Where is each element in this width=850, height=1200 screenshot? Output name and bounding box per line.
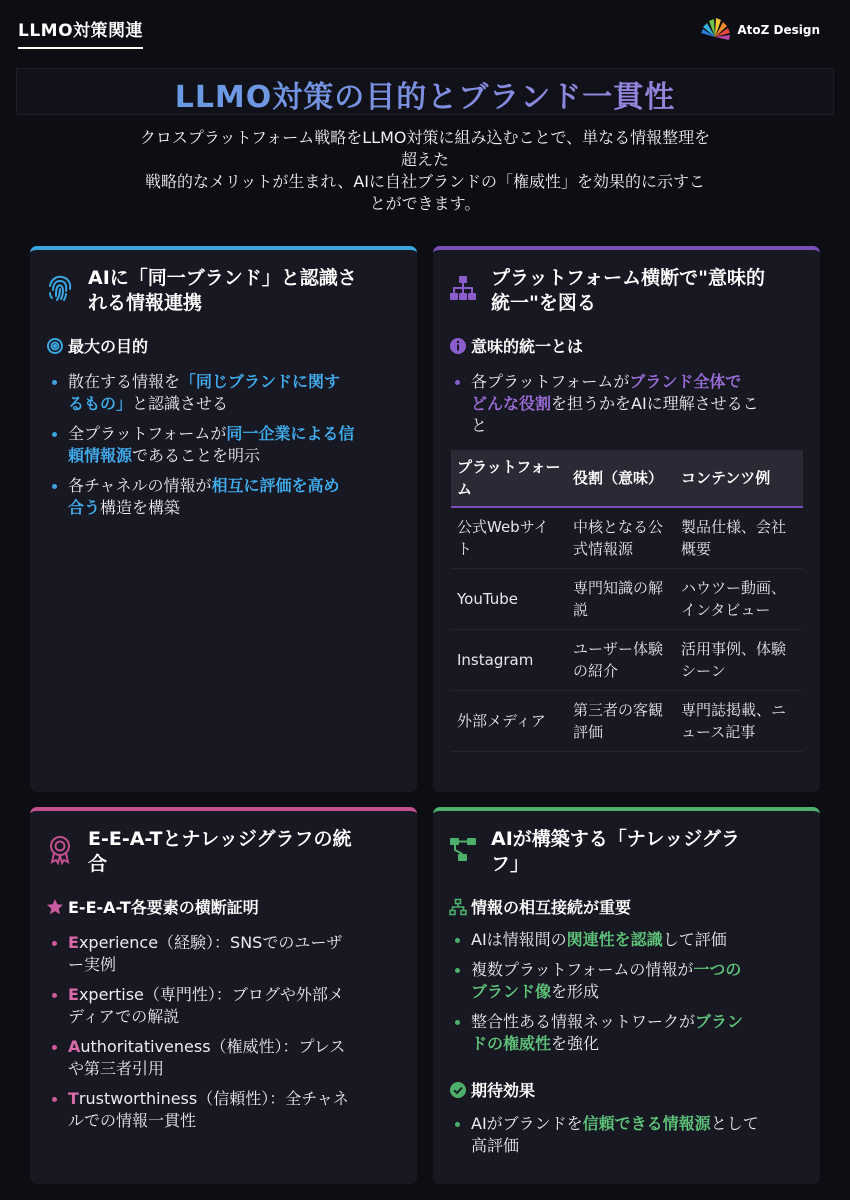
highlight: 合う xyxy=(68,498,101,517)
table-cell: 専門知識の解説 xyxy=(567,569,675,630)
table-cell: 第三者の客観評価 xyxy=(567,691,675,752)
subheading xyxy=(46,895,259,918)
network-icon xyxy=(449,898,467,916)
text: uthoritativeness（権威性）：プレス xyxy=(80,1037,346,1056)
bullet-list xyxy=(453,929,808,1063)
text: xperience（経験）：SNSでのユーザ xyxy=(78,933,343,952)
card-title-line: E-E-A-Tとナレッジグラフの統 xyxy=(88,828,352,850)
text: 構造を構築 xyxy=(100,498,181,517)
card-title-line: プラットフォーム横断で"意味的 xyxy=(491,267,765,289)
text: xpertise（専門性）：ブログや外部メ xyxy=(78,985,344,1004)
card-header xyxy=(44,827,352,877)
intro-line: 超えた xyxy=(400,150,449,169)
card-title xyxy=(491,827,740,877)
card-header xyxy=(44,266,357,316)
section-tag: LLMO対策関連 xyxy=(18,16,143,49)
table-cell: 製品仕様、会社概要 xyxy=(675,507,803,569)
text: や第三者引用 xyxy=(68,1059,165,1078)
card-title-line: れる情報連携 xyxy=(88,292,203,314)
intro-line: クロスプラットフォーム戦略をLLMO対策に組み込むことで、単なる情報整理を xyxy=(139,128,711,147)
card-title-line: 統一"を図る xyxy=(491,292,596,314)
text: 全プラットフォームが xyxy=(68,424,227,443)
table-header: コンテンツ例 xyxy=(675,450,803,507)
subheading-label: 期待効果 xyxy=(471,1081,536,1100)
highlight: 相互に評価を高め xyxy=(211,476,340,495)
text: 各プラットフォームが xyxy=(471,372,630,391)
text: 複数プラットフォームの情報が xyxy=(471,960,694,979)
highlight: 一つの xyxy=(693,960,742,979)
initial-letter: A xyxy=(68,1037,81,1056)
subheading-label: 最大の目的 xyxy=(68,337,149,356)
star-icon xyxy=(46,898,64,916)
text: 散在する情報を xyxy=(68,372,181,391)
card-eeat xyxy=(30,807,417,1184)
table-cell: YouTube xyxy=(451,569,567,630)
card-semantic-unity xyxy=(433,246,820,792)
intro-line: 戦略的なメリットが生まれ、AIに自社ブランドの「権威性」を効果的に示すこ xyxy=(145,172,705,191)
text: AIは情報間の xyxy=(471,930,567,949)
intro-line: とができます。 xyxy=(369,194,481,213)
brand-burst-icon xyxy=(699,17,731,43)
card-brand-recognition xyxy=(30,246,417,792)
text: 整合性ある情報ネットワークが xyxy=(471,1012,696,1031)
text: して評価 xyxy=(662,930,727,949)
card-title-line: AIに「同一ブランド」と認識さ xyxy=(88,267,357,289)
highlight: ブラン xyxy=(695,1012,744,1031)
table-header: 役割（意味） xyxy=(567,450,675,507)
card-title-line: 合 xyxy=(88,853,108,875)
subheading xyxy=(46,334,148,357)
table-cell: 専門誌掲載、ニュース記事 xyxy=(675,691,803,752)
fingerprint-icon xyxy=(44,272,76,304)
org-chart-icon xyxy=(447,272,479,304)
highlight: 信頼できる情報源 xyxy=(582,1114,711,1133)
list-item xyxy=(50,475,405,519)
list-item xyxy=(453,1011,808,1055)
bullet-list xyxy=(453,1113,808,1165)
check-circle-icon xyxy=(449,1081,467,1099)
award-icon xyxy=(44,833,76,865)
bullet-list xyxy=(50,932,405,1140)
card-header xyxy=(447,827,740,877)
list-item xyxy=(50,423,405,467)
list-item xyxy=(50,1036,405,1080)
brand-logo xyxy=(699,17,820,43)
text: ー実例 xyxy=(68,955,117,974)
card-title xyxy=(491,266,765,316)
initial-letter: E xyxy=(68,985,79,1004)
list-item xyxy=(453,371,808,437)
table-row xyxy=(451,507,803,569)
highlight: ブランド像 xyxy=(471,982,552,1001)
info-icon xyxy=(449,337,467,355)
text: 各チャネルの情報が xyxy=(68,476,212,495)
table-row xyxy=(451,569,803,630)
initial-letter: T xyxy=(68,1089,79,1108)
text: として xyxy=(710,1114,759,1133)
subheading-label: E-E-A-T各要素の横断証明 xyxy=(68,898,259,917)
text: と認識させる xyxy=(132,394,229,413)
table-cell: ハウツー動画、インタビュー xyxy=(675,569,803,630)
page-title: LLMO対策の目的とブランド一貫性 xyxy=(0,72,850,116)
list-item xyxy=(50,371,405,415)
text: を形成 xyxy=(551,982,600,1001)
highlight: るもの」 xyxy=(68,394,133,413)
card-title xyxy=(88,827,352,877)
table-cell: 中核となる公式情報源 xyxy=(567,507,675,569)
table-cell: 公式Webサイト xyxy=(451,507,567,569)
highlight: 関連性を認識 xyxy=(566,930,663,949)
list-item xyxy=(50,932,405,976)
card-title xyxy=(88,266,357,316)
table-cell: ユーザー体験の紹介 xyxy=(567,630,675,691)
highlight: どんな役割 xyxy=(471,394,552,413)
subheading xyxy=(449,895,631,918)
highlight: 同一企業による信 xyxy=(226,424,355,443)
text: ディアでの解説 xyxy=(68,1007,180,1026)
table-row xyxy=(451,691,803,752)
highlight: 「同じブランドに関す xyxy=(180,372,341,391)
text: 高評価 xyxy=(471,1136,520,1155)
bullet-list xyxy=(453,371,808,445)
subheading xyxy=(449,334,583,357)
subheading xyxy=(449,1078,535,1101)
initial-letter: E xyxy=(68,933,79,952)
target-icon xyxy=(46,337,64,355)
text: AIがブランドを xyxy=(471,1114,583,1133)
table-cell: Instagram xyxy=(451,630,567,691)
bullet-list xyxy=(50,371,405,527)
platform-table xyxy=(451,450,803,752)
list-item xyxy=(50,1088,405,1132)
table-header: プラットフォーム xyxy=(451,450,567,507)
intro-text xyxy=(95,127,755,215)
text: であることを明示 xyxy=(132,446,261,465)
highlight: ブランド全体で xyxy=(629,372,742,391)
table-header-row xyxy=(451,450,803,507)
list-item xyxy=(453,959,808,1003)
highlight: ドの権威性 xyxy=(471,1034,552,1053)
card-header xyxy=(447,266,765,316)
graph-nodes-icon xyxy=(447,833,479,865)
card-title-line: フ」 xyxy=(491,853,530,875)
card-title-line: AIが構築する「ナレッジグラ xyxy=(491,828,740,850)
table-cell: 活用事例、体験シーン xyxy=(675,630,803,691)
brand-name: AtoZ Design xyxy=(737,23,820,37)
text: を強化 xyxy=(551,1034,600,1053)
list-item xyxy=(453,929,808,951)
subheading-label: 情報の相互接続が重要 xyxy=(471,898,632,917)
subheading-label: 意味的統一とは xyxy=(471,337,584,356)
text: rustworthiness（信頼性）：全チャネ xyxy=(78,1089,349,1108)
top-bar xyxy=(0,0,850,60)
text: を担うかをAIに理解させるこ xyxy=(551,394,759,413)
text: ルでの情報一貫性 xyxy=(68,1111,197,1130)
table-row xyxy=(451,630,803,691)
highlight: 頼情報源 xyxy=(68,446,133,465)
table-cell: 外部メディア xyxy=(451,691,567,752)
list-item xyxy=(453,1113,808,1157)
list-item xyxy=(50,984,405,1028)
text: と xyxy=(471,416,488,435)
card-knowledge-graph xyxy=(433,807,820,1184)
